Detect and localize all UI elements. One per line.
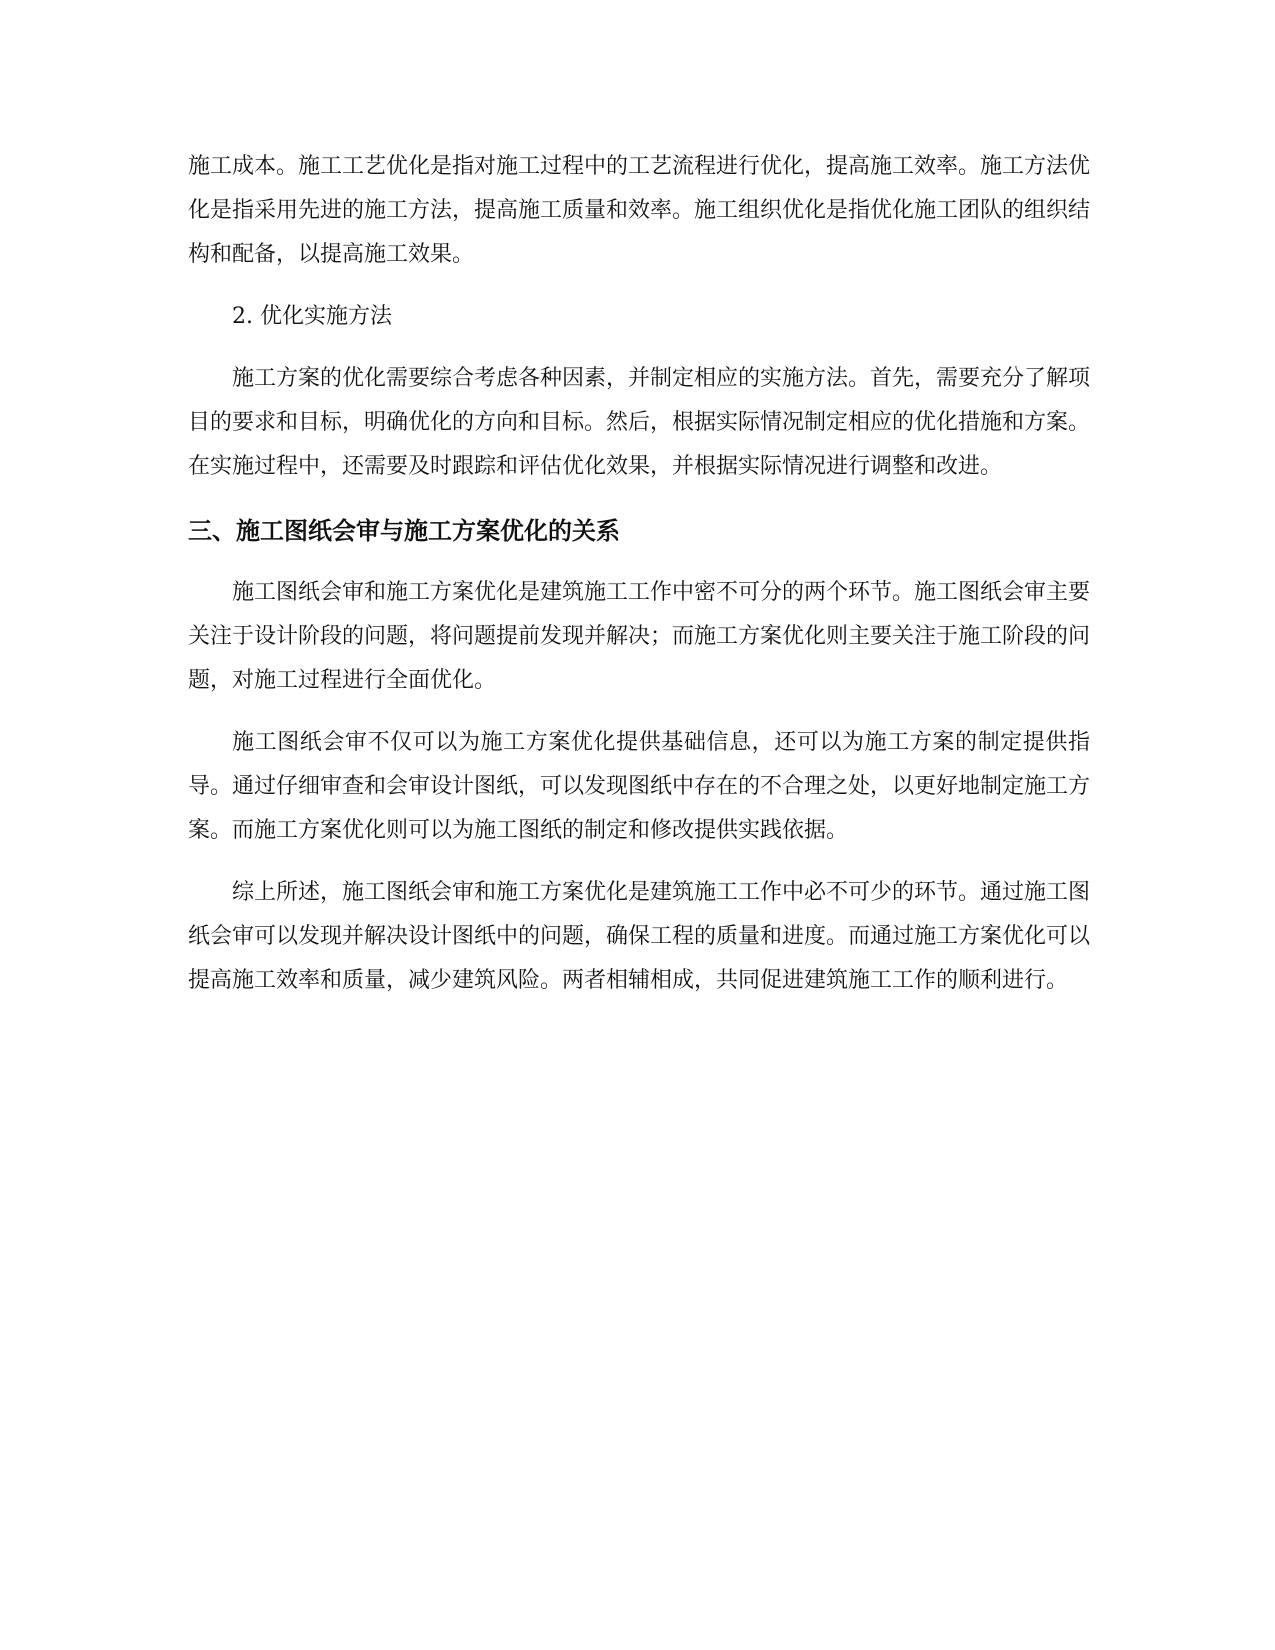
section-paragraph-2: 施工图纸会审不仅可以为施工方案优化提供基础信息，还可以为施工方案的制定提供指导。通过仔细审查和会审设计图纸，可以发现图纸中存在的不合理之处，以更好地制定施工方案。而施工方案优化则可以为施工图纸的制定和修改提供实践依据。	[188, 730, 1091, 843]
continued-paragraph: 施工成本。施工工艺优化是指对施工过程中的工艺流程进行优化，提高施工效率。施工方法优化是指采用先进的施工方法，提高施工质量和效率。施工组织优化是指优化施工团队的组织结构和配备，以提高施工效果。	[188, 154, 1091, 267]
section-paragraph-1: 施工图纸会审和施工方案优化是建筑施工工作中密不可分的两个环节。施工图纸会审主要关注于设计阶段的问题，将问题提前发现并解决；而施工方案优化则主要关注于施工阶段的问题，对施工过程进行全面优化。	[188, 580, 1091, 693]
section-title: 三、施工图纸会审与施工方案优化的关系	[188, 517, 620, 545]
subsection-paragraph: 施工方案的优化需要综合考虑各种因素，并制定相应的实施方法。首先，需要充分了解项目的要求和目标，明确优化的方向和目标。然后，根据实际情况制定相应的优化措施和方案。在实施过程中，还需要及时跟踪和评估优化效果，并根据实际情况进行调整和改进。	[188, 366, 1091, 479]
subsection-title: 2. 优化实施方法	[232, 304, 392, 329]
section-paragraph-3: 综上所述，施工图纸会审和施工方案优化是建筑施工工作中必不可少的环节。通过施工图纸会审可以发现并解决设计图纸中的问题，确保工程的质量和进度。而通过施工方案优化可以提高施工效率和质量，减少建筑风险。两者相辅相成，共同促进建筑施工工作的顺利进行。	[188, 880, 1091, 993]
document-page	[188, 145, 1090, 1003]
